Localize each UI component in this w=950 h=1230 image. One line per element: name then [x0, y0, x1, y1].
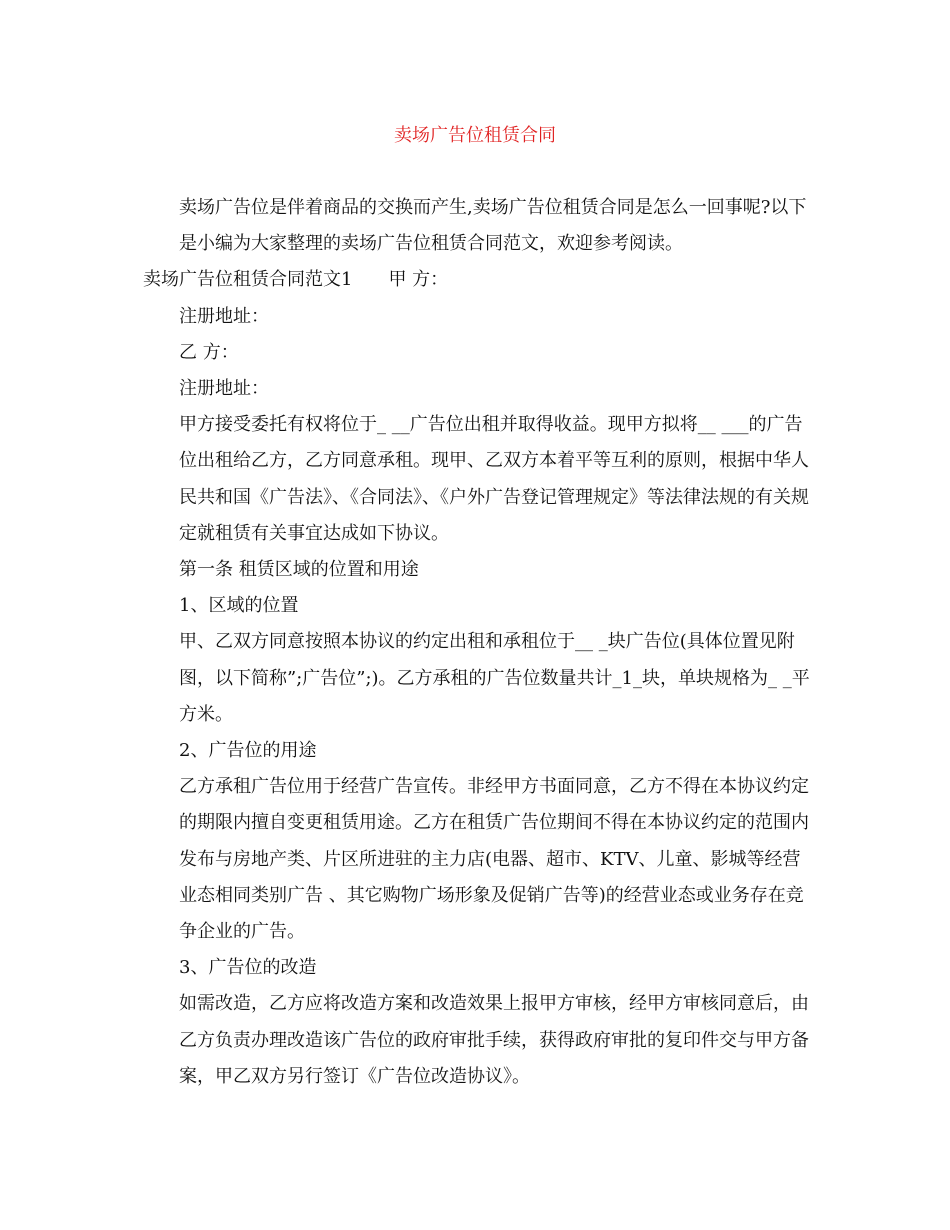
paragraph: 乙方承租广告位用于经营广告宣传。非经甲方书面同意，乙方不得在本协议约定的期限内擅自变更租赁用途。乙方在租赁广告位期间不得在本协议约定的范围内发布与房地产类、片区所进驻的主力店(电器、超市、KTV、儿童、影城等经营业态相同类别广告 、其它购物广场形象及促销广告等)的经营业态或业务存在竞争企业的广告。 — [179, 776, 809, 943]
paragraph: 3、广告位的改造 — [179, 957, 317, 979]
paragraph: 卖场广告位租赁合同范文1 甲 方： — [143, 269, 449, 291]
paragraph: 乙 方： — [179, 341, 239, 363]
paragraph: 甲方接受委托有权将位于_ __广告位出租并取得收益。现甲方拟将__ ___的广告位出租给乙方，乙方同意承租。现甲、乙双方本着平等互利的原则，根据中华人民共和国《广告法》、《合同法》、《户外广告登记管理规定》等法律法规的有关规定就租赁有关事宜达成如下协议。 — [179, 414, 809, 544]
document-body — [143, 190, 811, 1095]
paragraph: 如需改造，乙方应将改造方案和改造效果上报甲方审核，经甲方审核同意后，由乙方负责办理改造该广告位的政府审批手续，获得政府审批的复印件交与甲方备案，甲乙双方另行签订《广告位改造协议》。 — [179, 993, 809, 1087]
paragraph: 甲、乙双方同意按照本协议的约定出租和承租位于__ _块广告位(具体位置见附图，以下简称”;广告位”;)。乙方承租的广告位数量共计_1_块，单块规格为_ _平方米。 — [179, 631, 810, 725]
paragraph: 注册地址： — [179, 378, 269, 400]
paragraph: 第一条 租赁区域的位置和用途 — [179, 559, 419, 581]
paragraph: 1、区域的位置 — [179, 595, 299, 617]
paragraph: 注册地址： — [179, 305, 269, 327]
document-title: 卖场广告位租赁合同 — [394, 125, 556, 146]
paragraph: 卖场广告位是伴着商品的交换而产生,卖场广告位租赁合同是怎么一回事呢?以下是小编为大家整理的卖场广告位租赁合同范文，欢迎参考阅读。 — [179, 197, 807, 255]
paragraph: 2、广告位的用途 — [179, 740, 317, 762]
